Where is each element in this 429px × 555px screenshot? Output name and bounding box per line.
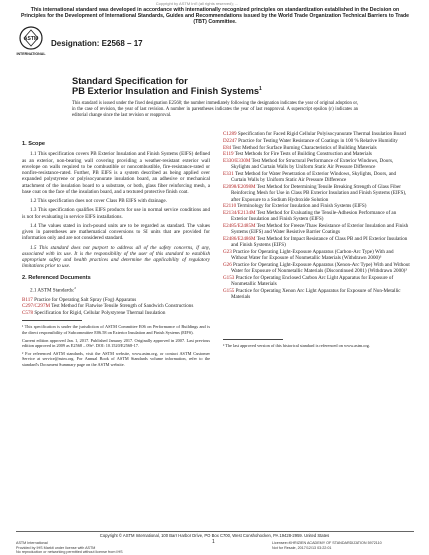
reference-item bbox=[223, 236, 411, 249]
reference-item bbox=[223, 223, 411, 236]
title-line-1: Standard Specification for bbox=[72, 76, 188, 86]
reference-link[interactable]: C297/C297M bbox=[22, 303, 51, 310]
reference-link[interactable]: E2098/E2098M bbox=[223, 184, 256, 190]
reference-title: Practice for Testing Water Resistance of Coatings in 100 % Relative Humidity bbox=[236, 137, 398, 144]
footnote-divider bbox=[223, 339, 283, 340]
reference-link[interactable]: E119 bbox=[223, 151, 234, 158]
reference-title: Practice for Operating Xenon Arc Light Apparatus for Exposure of Non-Metallic Materials bbox=[231, 288, 401, 301]
paragraph-1-2: 1.2 This specification does not cover Class PB EIFS with drainage. bbox=[30, 198, 167, 204]
svg-text:ASTM: ASTM bbox=[23, 36, 39, 42]
reference-link[interactable]: G23 bbox=[223, 249, 232, 255]
paragraph-2-1 bbox=[22, 285, 210, 294]
reference-link[interactable]: E331 bbox=[223, 171, 234, 177]
logo-text: INTERNATIONAL bbox=[16, 52, 46, 56]
reference-item bbox=[22, 297, 210, 303]
reference-title: Test Method for Flatwise Tensile Strength of Sandwich Constructions bbox=[50, 303, 194, 310]
astm-standards-label: 2.1 ASTM Standards: bbox=[30, 287, 75, 294]
reference-title: Test Method for Determining Tensile Breaking Strength of Glass Fiber Reinforcing Mesh for Use in Class PB Exterior Insulation and Finish Systems (EIFS), after Exposure to a Sodium Hydroxide Solution bbox=[231, 184, 407, 203]
reference-item bbox=[223, 131, 411, 137]
reference-title: Terminology for Exterior Insulation and Finish Systems (EIFS) bbox=[236, 203, 367, 210]
reference-link[interactable]: D2247 bbox=[223, 137, 237, 144]
reference-title: Test Method for Structural Performance of Exterior Windows, Doors, Skylights and Curtain Walls by Uniform Static Air Pressure Difference bbox=[231, 158, 394, 171]
reference-item bbox=[223, 275, 411, 288]
reference-link[interactable]: B117 bbox=[22, 296, 33, 303]
reference-item bbox=[223, 288, 411, 301]
paragraph-1-5: 1.5 This standard does not purport to address all of the safety concerns, if any, associated with its use. It is the responsibility of the user of this standard to establish appropriate safety and health practices and determine the applicability of regulatory limitations prior to use. bbox=[22, 244, 210, 270]
copyright-watermark-note: Copyright by ASTM Int'l (all rights reserved); ... bbox=[155, 1, 239, 6]
designation: Designation: E2568 – 17 bbox=[51, 39, 143, 48]
reference-title: Practice for Operating Salt Spray (Fog) Apparatus bbox=[32, 296, 137, 303]
reference-item bbox=[223, 210, 411, 223]
title-line-2 bbox=[72, 86, 262, 96]
astm-logo bbox=[18, 26, 44, 58]
reference-item bbox=[223, 138, 411, 144]
footnote-mark-2: 2 bbox=[74, 285, 76, 290]
title-text: PB Exterior Insulation and Finish Systems bbox=[72, 86, 260, 96]
license-info-right: Licensee=KHRIZIEN ACADEMY OF STANDARDIZATION 5972110 Not for Resale, 2017/12/13 03:22:01 bbox=[272, 541, 382, 550]
reference-title: Test Method for Surface Burning Characteristics of Building Materials bbox=[231, 144, 377, 151]
reference-link[interactable]: G153 bbox=[223, 275, 235, 281]
reference-item bbox=[223, 203, 411, 209]
reference-title: Practice for Operating Enclosed Carbon Arc Light Apparatus for Exposure of Nonmetallic Materials bbox=[231, 275, 394, 288]
reference-title: Practice for Operating Light-Exposure Apparatus (Carbon-Arc Type) With and Without Water for Exposure of Nonmetallic Materials (Withdrawn 2000)³ bbox=[231, 249, 394, 262]
license-info-left: ASTM International Provided by IHS Markit under license with ASTM No reproduction or networking permitted without license from IHS bbox=[16, 541, 123, 555]
reference-title: Test Method for Freeze/Thaw Resistance of Exterior Insulation and Finish Systems (EIFS) and Water Resistive Barrier Coatings bbox=[231, 223, 409, 236]
reference-title: Practice for Operating Light-Exposure Apparatus (Xenon-Arc Type) With and Without Water for Exposure of Nonmetallic Materials (Discontinued 2001) (Withdrawn 2000)³ bbox=[231, 262, 410, 275]
paragraph-1-1: 1.1 This specification covers PB Exterior Insulation and Finish Systems (EIFS) defined as an exterior, non-bearing wall covering providing a weather-resistant exterior wall envelope on walls required to be combustible or noncombustible, fire-resistance-rated or nonfire-resistance-rated. Further, PB EIFS is a system described as being applied over expanded polystyrene or polyisocyanurate insulation board, an adhesive or mechanical attachment of the insulation board to a substrate, or both, glass fiber reinforcing mesh, a base coat on the face of the insulation board, and a textured protective finish coat. bbox=[22, 151, 210, 195]
footnote-2: ² For referenced ASTM standards, visit the ASTM website, www.astm.org, or contact ASTM Customer Service at service@astm.org. For Annual Book of ASTM Standards volume information, refer to the standard's Document Summary page on the ASTM website. bbox=[22, 351, 210, 367]
reference-item bbox=[223, 145, 411, 151]
reference-item bbox=[223, 151, 411, 157]
reference-link[interactable]: E2486/E2486M bbox=[223, 236, 256, 242]
reference-item bbox=[223, 171, 411, 184]
reference-item bbox=[223, 184, 411, 203]
issue-note: This standard is issued under the fixed designation E2568; the number immediately following the designation indicates the year of original adoption or, in the case of revision, the year of last revision. A number in parentheses indicates the year of last reapproval. A superscript epsilon (ε) indicates an editorial change since the last revision or reapproval. bbox=[72, 101, 358, 118]
page-number: 1 bbox=[212, 539, 215, 545]
reference-link[interactable]: G26 bbox=[223, 262, 232, 268]
reference-link[interactable]: G155 bbox=[223, 288, 235, 294]
reference-title: Test Method for Water Penetration of Exterior Windows, Skylights, Doors, and Curtain Walls by Uniform Static Air Pressure Difference bbox=[231, 171, 397, 184]
footer-divider bbox=[16, 531, 414, 532]
wto-notice: This international standard was developed in accordance with internationally recognized principles on standardization established in the Decision on Principles for the Development of International Standards, Guides and Recommendations issued by the World Trade Organization Technical Barriers to Trade (TBT) Committee. bbox=[20, 7, 410, 26]
title-footnote-mark: 1 bbox=[259, 86, 262, 92]
reference-title: Test Method for Impact Resistance of Class PB and PI Exterior Insulation and Finish Systems (EIFS) bbox=[231, 236, 408, 249]
footnote-1: ¹ This specification is under the jurisdiction of ASTM Committee E06 on Performance of Buildings and is the direct responsibility of Subcommittee E06.58 on Exterior Insulation and Finish Systems (EIFS). bbox=[22, 324, 210, 335]
reference-title: Specification for Rigid, Cellular Polystyrene Thermal Insulation bbox=[33, 310, 166, 317]
footer-copyright: Copyright © ASTM International, 100 Barr Harbor Drive, PO Box C700, West Conshohocken, PA 19428-2959. United States bbox=[99, 533, 330, 538]
reference-link[interactable]: E2485/E2485M bbox=[223, 223, 256, 229]
reference-item bbox=[22, 303, 210, 309]
reference-item bbox=[223, 249, 411, 262]
paragraph-1-4: 1.4 The values stated in inch-pound units are to be regarded as standard. The values given in parentheses are mathematical conversions to SI units that are provided for information only and are not considered standard. bbox=[22, 222, 210, 242]
reference-link[interactable]: E2134/E2134M bbox=[223, 210, 256, 216]
left-column bbox=[22, 141, 210, 370]
reference-link[interactable]: C578 bbox=[22, 310, 34, 317]
right-column bbox=[223, 131, 411, 351]
reference-link[interactable]: E330/E330M bbox=[223, 158, 251, 164]
paragraph-1-3: 1.3 This specification qualifies EIFS products for use in normal service conditions and is not for evaluating in service EIFS installations. bbox=[22, 207, 210, 220]
reference-item bbox=[22, 310, 210, 316]
reference-item bbox=[223, 262, 411, 275]
scope-heading: 1. Scope bbox=[22, 141, 46, 147]
reference-link[interactable]: E84 bbox=[223, 144, 232, 151]
referenced-documents-heading: 2. Referenced Documents bbox=[22, 274, 91, 281]
footnote-1-edition: Current edition approved Jan. 1, 2017. Published January 2017. Originally approved in 2007. Last previous edition approved in 2009 as E2568 – 09ε¹. DOI: 10.1520/E2568-17. bbox=[22, 337, 210, 349]
reference-item bbox=[223, 158, 411, 171]
footnote-3: ³ The last approved version of this historical standard is referenced on www.astm.org. bbox=[223, 342, 371, 348]
reference-link[interactable]: E2110 bbox=[223, 203, 237, 210]
reference-title: Specification for Faced Rigid Cellular Polyisocyanurate Thermal Insulation Board bbox=[236, 131, 406, 137]
reference-link[interactable]: C1289 bbox=[223, 131, 237, 137]
reference-title: Test Method for Evaluating the Tensile-Adhesion Performance of an Exterior Insulation and Finish System (EIFS) bbox=[231, 210, 397, 223]
reference-title: Test Methods for Fire Tests of Building Construction and Materials bbox=[233, 151, 372, 158]
footnote-divider bbox=[22, 320, 82, 321]
